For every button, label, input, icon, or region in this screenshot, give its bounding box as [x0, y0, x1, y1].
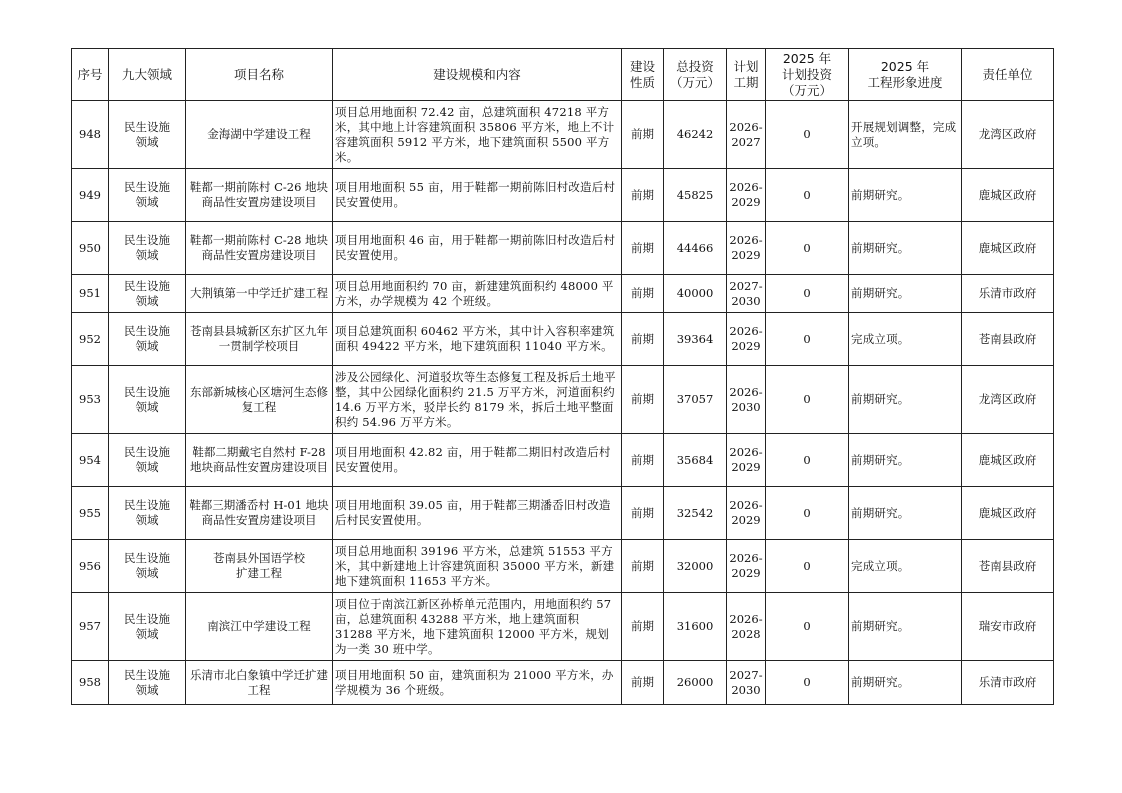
- nature-cell: 前期: [622, 366, 664, 434]
- field-cell: 民生设施 领域: [109, 313, 186, 366]
- project-name-cell: 南滨江中学建设工程: [186, 593, 333, 661]
- unit-cell: 龙湾区政府: [962, 101, 1054, 169]
- content-cell: 项目总用地面积约 70 亩，新建建筑面积约 48000 平方米，办学规模为 42 个班级。: [333, 275, 622, 313]
- investment-cell: 46242: [664, 101, 727, 169]
- field-cell: 民生设施 领域: [109, 661, 186, 705]
- period-cell: 2027- 2030: [727, 661, 766, 705]
- nature-cell: 前期: [622, 275, 664, 313]
- row-number: 952: [72, 313, 109, 366]
- content-cell: 项目用地面积 46 亩，用于鞋都一期前陈旧村改造后村民安置使用。: [333, 222, 622, 275]
- unit-cell: 龙湾区政府: [962, 366, 1054, 434]
- unit-cell: 鹿城区政府: [962, 434, 1054, 487]
- progress-cell: 前期研究。: [849, 222, 962, 275]
- project-name-cell: 鞋都三期潘岙村 H-01 地块商品性安置房建设项目: [186, 487, 333, 540]
- content-cell: 涉及公园绿化、河道驳坎等生态修复工程及拆后土地平整，其中公园绿化面积约 21.5 万平方米，河道面积约 14.6 万平方米，驳岸长约 8179 米，拆后土地平整面积约 54.96 万平方米。: [333, 366, 622, 434]
- investment-cell: 31600: [664, 593, 727, 661]
- project-name-cell: 东部新城核心区塘河生态修复工程: [186, 366, 333, 434]
- table-row: [72, 540, 1054, 593]
- row-number: 953: [72, 366, 109, 434]
- row-number: 949: [72, 169, 109, 222]
- plan-2025-cell: 0: [766, 366, 849, 434]
- row-number: 948: [72, 101, 109, 169]
- unit-cell: 乐清市政府: [962, 661, 1054, 705]
- progress-cell: 前期研究。: [849, 275, 962, 313]
- row-number: 958: [72, 661, 109, 705]
- header-period: 计划 工期: [727, 49, 766, 101]
- progress-cell: 前期研究。: [849, 661, 962, 705]
- header-no: 序号: [72, 49, 109, 101]
- project-name-cell: 大荆镇第一中学迁扩建工程: [186, 275, 333, 313]
- project-name-cell: 鞋都一期前陈村 C-28 地块商品性安置房建设项目: [186, 222, 333, 275]
- investment-cell: 45825: [664, 169, 727, 222]
- unit-cell: 乐清市政府: [962, 275, 1054, 313]
- investment-cell: 32542: [664, 487, 727, 540]
- header-name: 项目名称: [186, 49, 333, 101]
- plan-2025-cell: 0: [766, 313, 849, 366]
- table-row: [72, 593, 1054, 661]
- header-progress2025: 2025 年 工程形象进度: [849, 49, 962, 101]
- field-cell: 民生设施 领域: [109, 222, 186, 275]
- plan-2025-cell: 0: [766, 593, 849, 661]
- header-unit: 责任单位: [962, 49, 1054, 101]
- progress-cell: 前期研究。: [849, 593, 962, 661]
- nature-cell: 前期: [622, 434, 664, 487]
- period-cell: 2026- 2030: [727, 366, 766, 434]
- field-cell: 民生设施 领域: [109, 434, 186, 487]
- table-row: [72, 661, 1054, 705]
- investment-cell: 39364: [664, 313, 727, 366]
- progress-cell: 完成立项。: [849, 313, 962, 366]
- nature-cell: 前期: [622, 661, 664, 705]
- content-cell: 项目用地面积 50 亩，建筑面积为 21000 平方米，办学规模为 36 个班级。: [333, 661, 622, 705]
- row-number: 957: [72, 593, 109, 661]
- plan-2025-cell: 0: [766, 661, 849, 705]
- nature-cell: 前期: [622, 101, 664, 169]
- table-row: [72, 366, 1054, 434]
- header-field: 九大领域: [109, 49, 186, 101]
- investment-cell: 44466: [664, 222, 727, 275]
- table-row: [72, 313, 1054, 366]
- content-cell: 项目位于南滨江新区孙桥单元范围内，用地面积约 57 亩，总建筑面积 43288 平方米，地上建筑面积 31288 平方米，地下建筑面积 12000 平方米，规划为一类 30 班中学。: [333, 593, 622, 661]
- header-content: 建设规模和内容: [333, 49, 622, 101]
- table-row: [72, 169, 1054, 222]
- plan-2025-cell: 0: [766, 222, 849, 275]
- project-table: [71, 48, 1054, 705]
- field-cell: 民生设施 领域: [109, 101, 186, 169]
- project-name-cell: 苍南县县城新区东扩区九年一贯制学校项目: [186, 313, 333, 366]
- header-row: [72, 49, 1054, 101]
- unit-cell: 鹿城区政府: [962, 487, 1054, 540]
- field-cell: 民生设施 领域: [109, 540, 186, 593]
- table-row: [72, 434, 1054, 487]
- progress-cell: 前期研究。: [849, 434, 962, 487]
- investment-cell: 40000: [664, 275, 727, 313]
- nature-cell: 前期: [622, 487, 664, 540]
- progress-cell: 开展规划调整，完成立项。: [849, 101, 962, 169]
- unit-cell: 鹿城区政府: [962, 222, 1054, 275]
- nature-cell: 前期: [622, 593, 664, 661]
- header-investment: 总投资 （万元）: [664, 49, 727, 101]
- row-number: 954: [72, 434, 109, 487]
- period-cell: 2026- 2028: [727, 593, 766, 661]
- plan-2025-cell: 0: [766, 434, 849, 487]
- period-cell: 2026- 2029: [727, 487, 766, 540]
- header-nature: 建设 性质: [622, 49, 664, 101]
- table-row: [72, 101, 1054, 169]
- progress-cell: 完成立项。: [849, 540, 962, 593]
- field-cell: 民生设施 领域: [109, 593, 186, 661]
- investment-cell: 35684: [664, 434, 727, 487]
- table-row: [72, 487, 1054, 540]
- content-cell: 项目用地面积 39.05 亩，用于鞋都三期潘岙旧村改造后村民安置使用。: [333, 487, 622, 540]
- unit-cell: 瑞安市政府: [962, 593, 1054, 661]
- content-cell: 项目用地面积 55 亩，用于鞋都一期前陈旧村改造后村民安置使用。: [333, 169, 622, 222]
- plan-2025-cell: 0: [766, 487, 849, 540]
- content-cell: 项目总用地面积 72.42 亩，总建筑面积 47218 平方米，其中地上计容建筑面积 35806 平方米，地上不计容建筑面积 5912 平方米，地下建筑面积 5500 平方米。: [333, 101, 622, 169]
- plan-2025-cell: 0: [766, 275, 849, 313]
- nature-cell: 前期: [622, 222, 664, 275]
- unit-cell: 鹿城区政府: [962, 169, 1054, 222]
- period-cell: 2026- 2027: [727, 101, 766, 169]
- period-cell: 2026- 2029: [727, 540, 766, 593]
- progress-cell: 前期研究。: [849, 487, 962, 540]
- nature-cell: 前期: [622, 169, 664, 222]
- unit-cell: 苍南县政府: [962, 313, 1054, 366]
- unit-cell: 苍南县政府: [962, 540, 1054, 593]
- field-cell: 民生设施 领域: [109, 169, 186, 222]
- field-cell: 民生设施 领域: [109, 487, 186, 540]
- project-name-cell: 乐清市北白象镇中学迁扩建工程: [186, 661, 333, 705]
- investment-cell: 32000: [664, 540, 727, 593]
- plan-2025-cell: 0: [766, 540, 849, 593]
- field-cell: 民生设施 领域: [109, 275, 186, 313]
- project-name-cell: 金海湖中学建设工程: [186, 101, 333, 169]
- period-cell: 2026- 2029: [727, 434, 766, 487]
- header-plan2025: 2025 年 计划投资 （万元）: [766, 49, 849, 101]
- table-row: [72, 222, 1054, 275]
- investment-cell: 37057: [664, 366, 727, 434]
- row-number: 956: [72, 540, 109, 593]
- table-body: [72, 101, 1054, 705]
- period-cell: 2026- 2029: [727, 313, 766, 366]
- content-cell: 项目总用地面积 39196 平方米，总建筑 51553 平方米，其中新建地上计容建筑面积 35000 平方米，新建地下建筑面积 11653 平方米。: [333, 540, 622, 593]
- plan-2025-cell: 0: [766, 169, 849, 222]
- table-row: [72, 275, 1054, 313]
- plan-2025-cell: 0: [766, 101, 849, 169]
- period-cell: 2026- 2029: [727, 169, 766, 222]
- content-cell: 项目用地面积 42.82 亩，用于鞋都二期旧村改造后村民安置使用。: [333, 434, 622, 487]
- row-number: 955: [72, 487, 109, 540]
- content-cell: 项目总建筑面积 60462 平方米，其中计入容积率建筑面积 49422 平方米，地下建筑面积 11040 平方米。: [333, 313, 622, 366]
- row-number: 951: [72, 275, 109, 313]
- row-number: 950: [72, 222, 109, 275]
- project-name-cell: 苍南县外国语学校 扩建工程: [186, 540, 333, 593]
- project-name-cell: 鞋都一期前陈村 C-26 地块商品性安置房建设项目: [186, 169, 333, 222]
- progress-cell: 前期研究。: [849, 169, 962, 222]
- period-cell: 2026- 2029: [727, 222, 766, 275]
- nature-cell: 前期: [622, 313, 664, 366]
- nature-cell: 前期: [622, 540, 664, 593]
- investment-cell: 26000: [664, 661, 727, 705]
- project-name-cell: 鞋都二期戴宅自然村 F-28 地块商品性安置房建设项目: [186, 434, 333, 487]
- progress-cell: 前期研究。: [849, 366, 962, 434]
- period-cell: 2027- 2030: [727, 275, 766, 313]
- field-cell: 民生设施 领域: [109, 366, 186, 434]
